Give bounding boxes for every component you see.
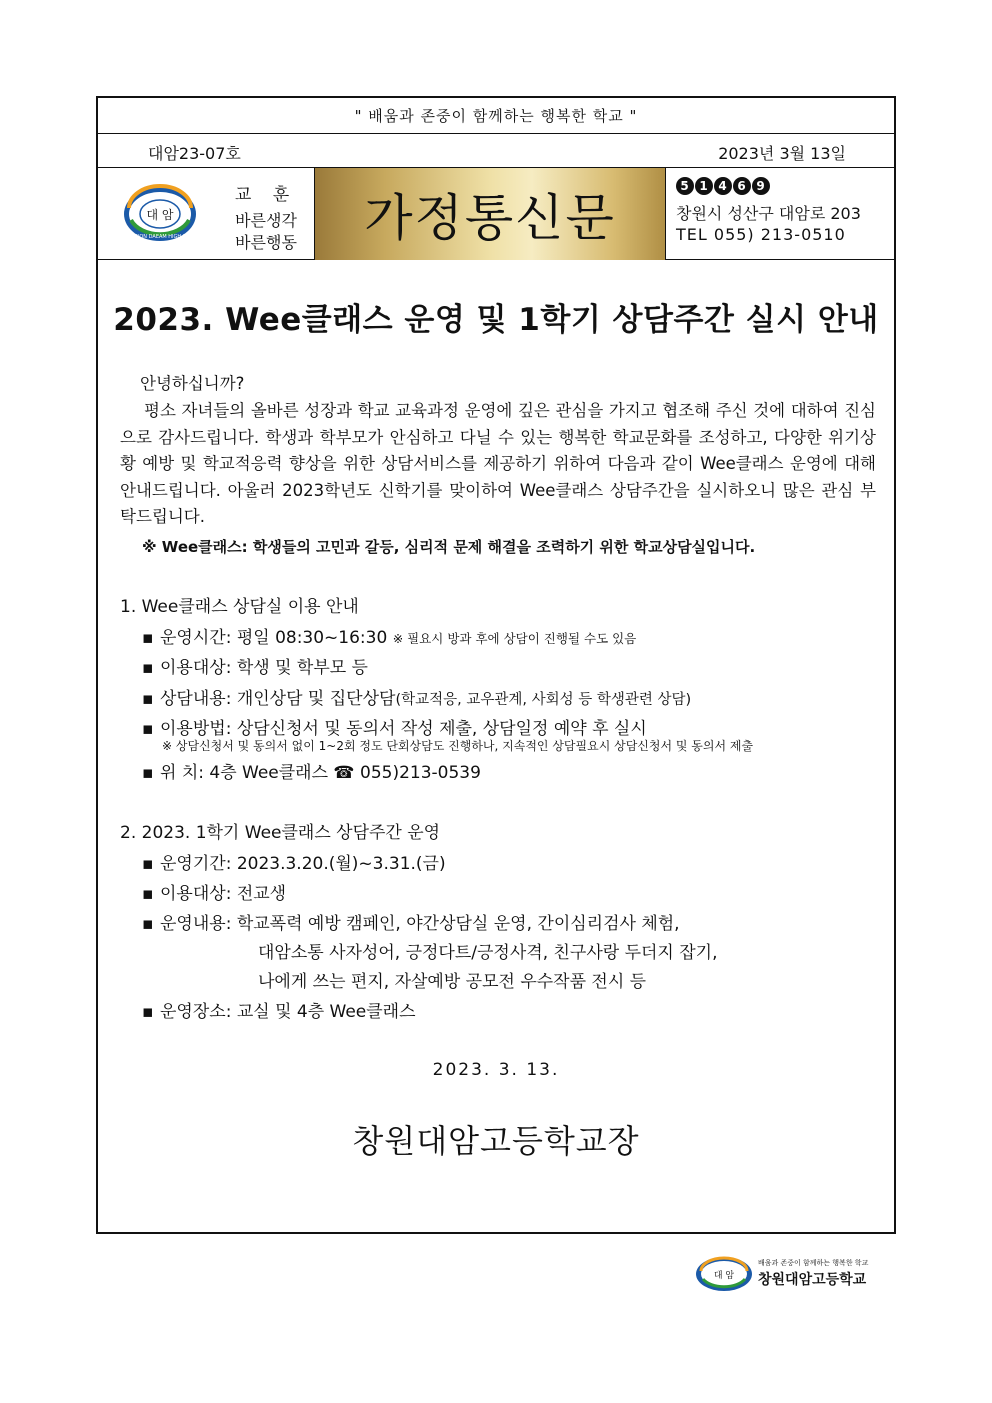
zip-digit-2: 1 bbox=[699, 179, 709, 193]
zip-digit-1: 5 bbox=[680, 179, 690, 193]
address-line: 창원시 성산구 대암로 203 bbox=[676, 204, 861, 223]
zip-digit-5: 9 bbox=[756, 179, 766, 193]
footer-slogan: 배움과 존중이 함께하는 행복한 학교 bbox=[758, 1259, 869, 1267]
newsletter-banner bbox=[314, 168, 666, 260]
greeting: 안녕하십니까? bbox=[140, 374, 245, 393]
school-slogan: " 배움과 존중이 함께하는 행복한 학교 " bbox=[354, 107, 638, 125]
school-address bbox=[676, 168, 894, 260]
school-motto-label: 교 훈 bbox=[234, 185, 298, 205]
body-text: 평소 자녀들의 올바른 성장과 학교 교육과정 운영에 깊은 관심을 가지고 협조해 주신 것에 대하여 진심으로 감사드립니다. 학생과 학부모가 안심하고 다닐 수 있는 행복한 학교문화를 조성하고, 다양한 위기상황 예방 및 학교적응력 향상을 위한 상담서비스를 제공하기 위하여 다음과 같이 Wee클래스 운영에 대해 안내드립니다. 아울러 2023학년도 신학기를 맞이하여 Wee클래스 상담주간을 실시하오니 많은 관심 부탁드립니다. bbox=[120, 401, 876, 526]
section1-title: 1. Wee클래스 상담실 이용 안내 bbox=[120, 597, 359, 617]
section2-title: 2. 2023. 1학기 Wee클래스 상담주간 운영 bbox=[120, 823, 441, 843]
school-motto-line2: 바른행동 bbox=[235, 233, 297, 252]
section1-item: ▪ 이용방법: 상담신청서 및 동의서 작성 제출, 상담일정 예약 후 실시 bbox=[142, 719, 647, 739]
closing-date: 2023. 3. 13. bbox=[432, 1060, 560, 1080]
section1-item: ▪ 이용대상: 학생 및 학부모 등 bbox=[142, 658, 368, 678]
zip-digit-3: 4 bbox=[718, 179, 728, 193]
telephone: TEL 055) 213-0510 bbox=[676, 225, 846, 244]
footer-school-name: 창원대암고등학교 bbox=[758, 1272, 867, 1288]
school-logo-icon bbox=[98, 168, 218, 260]
school-motto-line1: 바른생각 bbox=[235, 211, 297, 230]
section2-content-cont: 대암소통 사자성어, 긍정다트/긍정사격, 친구사랑 두더지 잡기, bbox=[258, 943, 718, 963]
section2-item: ▪ 운영내용: 학교폭력 예방 캠페인, 야간상담실 운영, 간이심리검사 체험, bbox=[142, 914, 680, 934]
svg-text:대 암: 대 암 bbox=[713, 1271, 735, 1281]
section2-item: ▪ 운영장소: 교실 및 4층 Wee클래스 bbox=[142, 1002, 416, 1022]
header-row bbox=[98, 168, 894, 260]
section1-item: ▪ 위 치: 4층 Wee클래스 ☎ 055)213-0539 bbox=[142, 763, 481, 783]
section2-item: ▪ 이용대상: 전교생 bbox=[142, 884, 287, 904]
school-logo bbox=[98, 168, 218, 260]
motto-row bbox=[98, 98, 894, 134]
document-date: 2023년 3월 13일 bbox=[718, 144, 846, 163]
school-motto bbox=[218, 168, 314, 260]
section2-item: ▪ 운영기간: 2023.3.20.(월)~3.31.(금) bbox=[142, 854, 446, 874]
document-number: 대암23-07호 bbox=[148, 144, 241, 163]
section1-item: ▪ 운영시간: 평일 08:30~16:30 ※ 필요시 방과 후에 상담이 진행될 수도 있음 bbox=[142, 628, 637, 648]
footer-logo-icon bbox=[694, 1254, 754, 1294]
section1-item: ▪ 상담내용: 개인상담 및 집단상담(학교적응, 교우관계, 사회성 등 학생관련 상담) bbox=[142, 689, 692, 709]
section1-sub-note: ※ 상담신청서 및 동의서 없이 1~2회 정도 단회상담도 진행하나, 지속적인 상담필요시 상담신청서 및 동의서 제출 bbox=[162, 739, 754, 753]
document-frame bbox=[96, 96, 896, 1234]
banner-title: 가정통신문 bbox=[364, 189, 616, 247]
wee-class-note: ※ Wee클래스: 학생들의 고민과 갈등, 심리적 문제 해결을 조력하기 위한 학교상담실입니다. bbox=[142, 538, 756, 556]
meta-row bbox=[98, 134, 894, 168]
document-title: 2023. Wee클래스 운영 및 1학기 상담주간 실시 안내 bbox=[113, 302, 879, 338]
principal-signature: 창원대암고등학교장 bbox=[352, 1122, 640, 1160]
section2-content-cont: 나에게 쓰는 편지, 자살예방 공모전 우수작품 전시 등 bbox=[258, 972, 647, 992]
zip-digit-4: 6 bbox=[737, 179, 747, 193]
svg-text:CHANGWON DAEAM HIGH SCHOOL: CHANGWON DAEAM HIGH SCHOOL bbox=[116, 234, 204, 240]
zip-code-icon bbox=[676, 176, 772, 196]
zip-code bbox=[676, 176, 772, 201]
footer-logo bbox=[694, 1254, 894, 1294]
body-paragraph bbox=[120, 398, 876, 531]
svg-text:대 암: 대 암 bbox=[146, 208, 174, 222]
